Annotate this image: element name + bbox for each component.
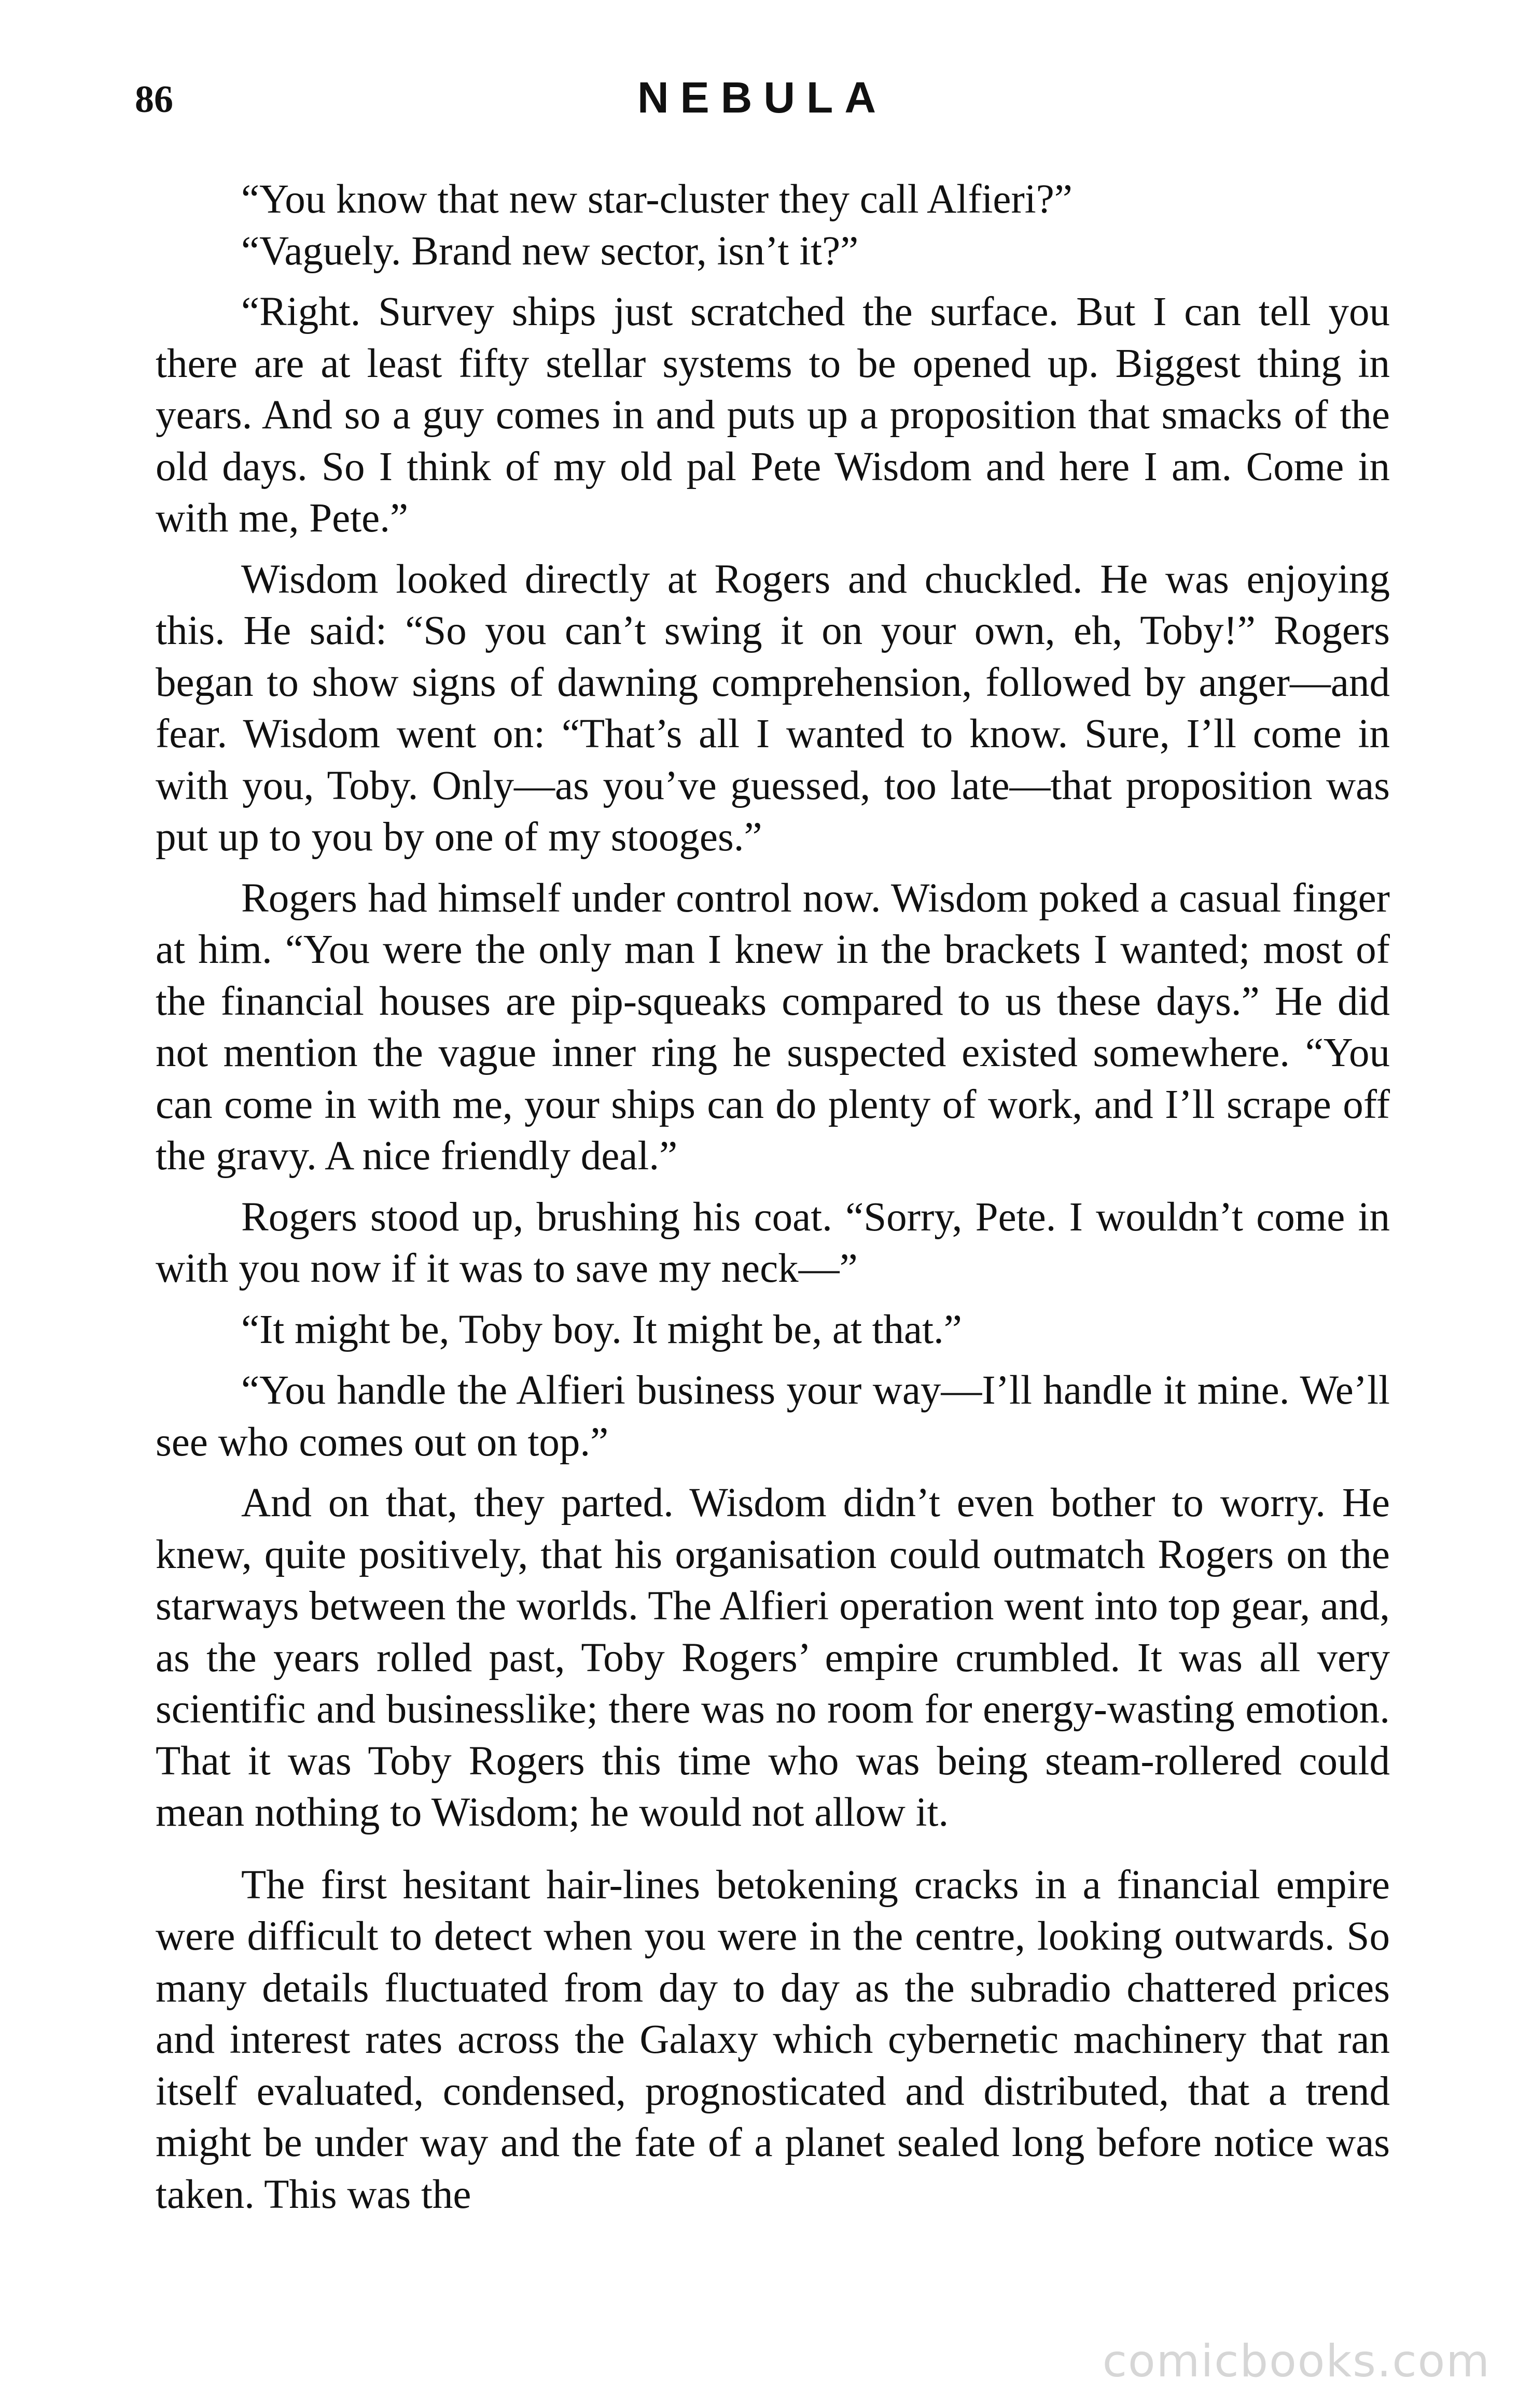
- page-header: [135, 73, 1390, 135]
- paragraph: “You handle the Alfieri business your way—I’ll handle it mine. We’ll see who comes out on top.”: [156, 1368, 1390, 1465]
- paragraph: And on that, they parted. Wisdom didn’t even bother to worry. He knew, quite positively, that his organisation could outmatch Rogers on the starways between the worlds. The Alfieri operation went into top gear, and, as the years rolled past, Toby Rogers’ empire crumbled. It was all very scientific and businesslike; there was no room for energy-wasting emotion. That it was Toby Rogers this time who was being steam-rollered could mean nothing to Wisdom; he would not allow it.: [156, 1480, 1390, 1835]
- paragraph: “You know that new star-cluster they call Alfieri?”: [241, 177, 1073, 222]
- running-title: NEBULA: [637, 73, 887, 122]
- paragraph: Rogers had himself under control now. Wisdom poked a casual finger at him. “You were the only man I knew in the brackets I wanted; most of the financial houses are pip-squeaks compared to us these days.” He did not mention the vague inner ring he suspected existed somewhere. “You can come in with me, your ships can do plenty of work, and I’ll scrape off the gravy. A nice friendly deal.”: [156, 875, 1390, 1179]
- paragraph: “Vaguely. Brand new sector, isn’t it?”: [241, 228, 859, 274]
- watermark: comicbooks.com: [1102, 2335, 1491, 2387]
- paragraph: “Right. Survey ships just scratched the surface. But I can tell you there are at least fifty stellar systems to be opened up. Biggest thing in years. And so a guy comes in and puts up a proposition that smacks of the old days. So I think of my old pal Pete Wisdom and here I am. Come in with me, Pete.”: [156, 289, 1390, 541]
- paragraph: “It might be, Toby boy. It might be, at that.”: [241, 1307, 962, 1352]
- paragraph: The first hesitant hair-lines betokening cracks in a financial empire were difficult to detect when you were in the centre, looking outwards. So many details fluctuated from day to day as the subradio chattered prices and interest rates across the Galaxy which cybernetic machinery that ran itself evaluated, condensed, prognosticated and distributed, that a trend might be under way and the fate of a planet sealed long before notice was taken. This was the: [156, 1862, 1390, 2217]
- paragraph: Wisdom looked directly at Rogers and chuckled. He was enjoying this. He said: “So you can’t swing it on your own, eh, Toby!” Rogers began to show signs of dawning comprehension, followed by anger—and fear. Wisdom went on: “That’s all I wanted to know. Sure, I’ll come in with you, Toby. Only—as you’ve guessed, too late—that proposition was put up to you by one of my stooges.”: [156, 556, 1390, 860]
- paragraph: Rogers stood up, brushing his coat. “Sorry, Pete. I wouldn’t come in with you now if it was to save my neck—”: [156, 1194, 1390, 1291]
- body-text: [156, 174, 1390, 2220]
- page-number: 86: [135, 78, 173, 121]
